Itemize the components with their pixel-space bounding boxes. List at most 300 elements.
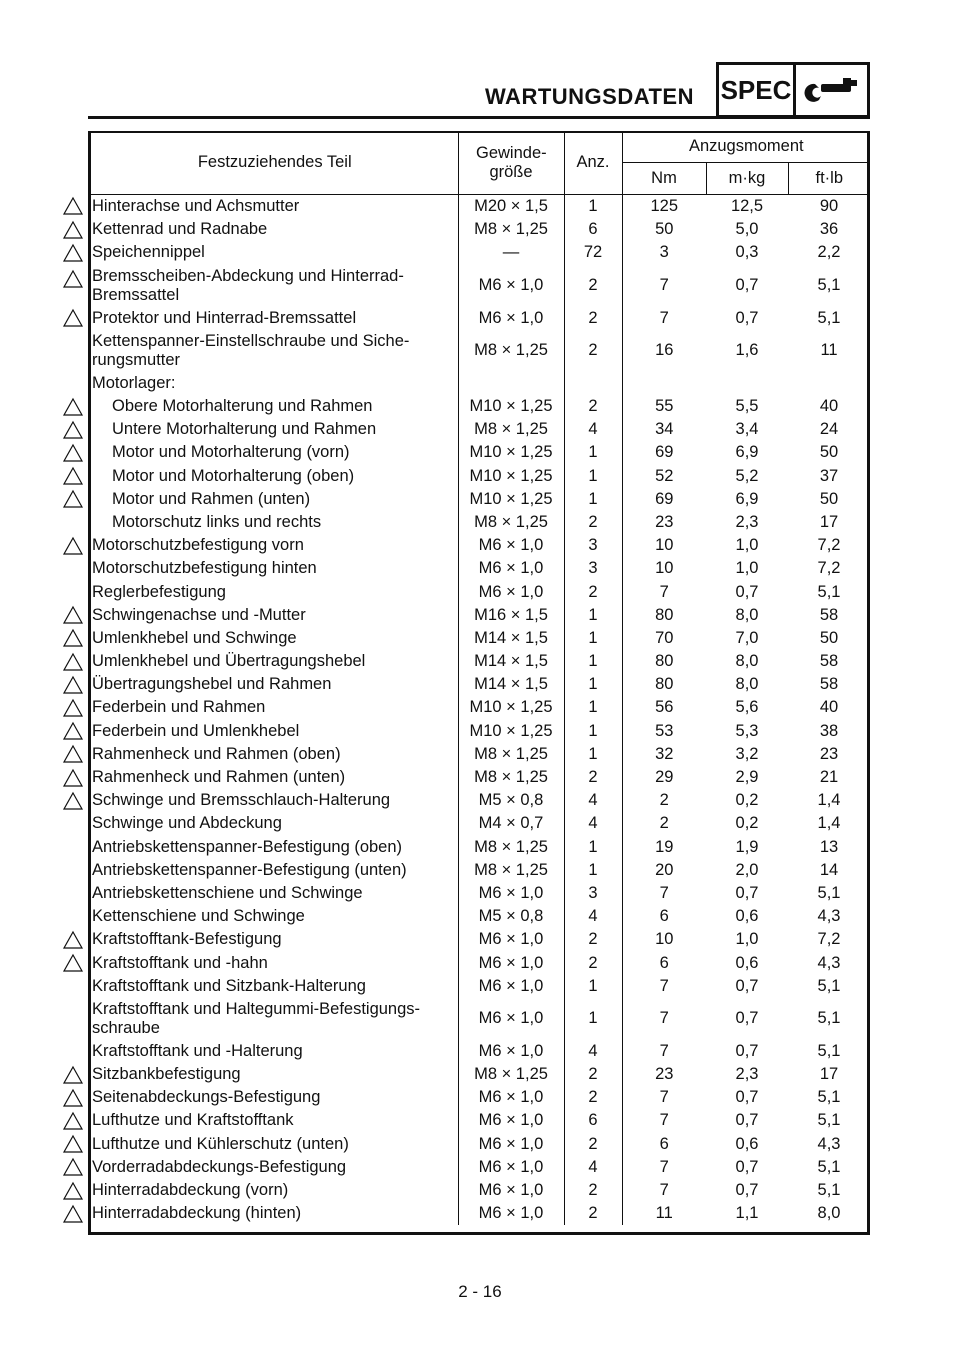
size-cell: M10 × 1,25 (458, 441, 564, 464)
qty-cell: 4 (564, 1156, 622, 1179)
mkg-cell: 0,7 (735, 883, 759, 902)
part-cell: Federbein und Umlenkhebel (88, 720, 458, 743)
triangle-mark-icon (62, 930, 84, 950)
size-cell: M6 × 1,0 (458, 1179, 564, 1202)
part-cell: Bremsscheiben-Abdeckung und Hinterrad-Bremssattel (88, 265, 458, 307)
qty-cell: 2 (564, 1063, 622, 1086)
mkg-cell (706, 372, 788, 395)
qty-cell: 2 (564, 511, 622, 534)
ftlb-cell: 58 (819, 675, 839, 694)
nm-cell: 6 (659, 907, 669, 926)
triangle-mark-icon (62, 443, 84, 463)
nm-cell: 80 (655, 605, 674, 624)
nm-cell: 11 (655, 1204, 673, 1223)
table-row (88, 395, 870, 418)
qty-cell: 4 (564, 789, 622, 812)
mkg-cell: 0,7 (735, 1088, 759, 1107)
triangle-mark-icon (62, 605, 84, 625)
mkg-cell: 8,0 (735, 652, 759, 671)
part-cell: Federbein und Rahmen (88, 696, 458, 719)
mkg-cell: 12,5 (730, 197, 764, 216)
nm-cell: 7 (659, 1088, 669, 1107)
col-qty-header: Anz. (564, 131, 622, 195)
size-cell: M6 × 1,0 (458, 534, 564, 557)
table-row (88, 1086, 870, 1109)
triangle-mark-icon (62, 652, 84, 672)
triangle-mark-icon (62, 269, 84, 289)
triangle-mark-icon (62, 721, 84, 741)
ftlb-cell: 4,3 (817, 907, 841, 926)
ftlb-cell: 4,3 (817, 1134, 841, 1153)
qty-cell: 3 (564, 534, 622, 557)
mkg-cell: 2,3 (735, 512, 759, 531)
qty-cell: 4 (564, 812, 622, 835)
ftlb-cell: 50 (819, 443, 839, 462)
size-cell: M8 × 1,25 (458, 418, 564, 441)
table-row (88, 265, 870, 307)
triangle-mark-icon (62, 953, 84, 973)
ftlb-cell: 7,2 (817, 536, 841, 555)
mkg-cell: 0,6 (735, 953, 759, 972)
triangle-mark-icon (62, 1204, 84, 1224)
mkg-cell: 0,7 (735, 276, 759, 295)
part-cell: Antriebskettenspanner-Befestigung (unten) (88, 859, 458, 882)
nm-cell: 52 (655, 466, 674, 485)
part-cell: Vorderradabdeckungs-Befestigung (88, 1156, 458, 1179)
size-cell: M8 × 1,25 (458, 511, 564, 534)
triangle-mark-icon (62, 768, 84, 788)
size-cell: M10 × 1,25 (458, 488, 564, 511)
qty-cell: 2 (564, 951, 622, 974)
nm-cell: 56 (655, 698, 674, 717)
qty-cell: 2 (564, 1086, 622, 1109)
triangle-mark-icon (62, 397, 84, 417)
table-row (88, 673, 870, 696)
ftlb-cell: 40 (819, 698, 839, 717)
nm-cell (622, 372, 706, 395)
triangle-mark-icon (62, 243, 84, 263)
ftlb-cell: 7,2 (817, 930, 841, 949)
nm-cell: 23 (655, 512, 674, 531)
ftlb-cell: 1,4 (817, 791, 841, 810)
ftlb-cell: 50 (819, 628, 839, 647)
ftlb-cell: 5,1 (817, 883, 841, 902)
mkg-cell: 5,6 (735, 698, 759, 717)
part-cell: Kraftstofftank und -hahn (88, 951, 458, 974)
qty-cell: 72 (564, 241, 622, 264)
qty-cell: 2 (564, 1133, 622, 1156)
triangle-mark-icon (62, 489, 84, 509)
qty-cell: 1 (564, 696, 622, 719)
part-cell: Seitenabdeckungs-Befestigung (88, 1086, 458, 1109)
mkg-cell: 7,0 (735, 628, 759, 647)
ftlb-cell: 90 (819, 197, 839, 216)
table-row (88, 218, 870, 241)
part-cell: Obere Motorhalterung und Rahmen (88, 395, 458, 418)
mkg-cell: 2,0 (735, 860, 759, 879)
triangle-mark-icon (62, 1065, 84, 1085)
ftlb-cell: 17 (819, 512, 839, 531)
table-row (88, 743, 870, 766)
qty-cell: 2 (564, 307, 622, 330)
col-size-header (458, 131, 564, 195)
table-row (88, 195, 870, 219)
triangle-mark-icon (62, 420, 84, 440)
part-cell: Motorlager: (88, 372, 458, 395)
size-cell: M6 × 1,0 (458, 307, 564, 330)
mkg-cell: 0,7 (735, 308, 759, 327)
mkg-cell: 3,4 (735, 420, 759, 439)
qty-cell: 1 (564, 998, 622, 1040)
mkg-cell: 1,0 (735, 536, 759, 555)
ftlb-cell: 23 (819, 744, 839, 763)
triangle-mark-icon (62, 1157, 84, 1177)
table-row (88, 441, 870, 464)
ftlb-cell: 36 (819, 220, 839, 239)
ftlb-cell: 58 (819, 652, 839, 671)
triangle-mark-icon (62, 308, 84, 328)
ftlb-cell: 4,3 (817, 953, 841, 972)
mkg-cell: 0,7 (735, 1111, 759, 1130)
nm-cell: 7 (659, 883, 669, 902)
size-cell: M6 × 1,0 (458, 1040, 564, 1063)
size-cell (458, 372, 564, 395)
table-row (88, 836, 870, 859)
part-cell: Lufthutze und Kühlerschutz (unten) (88, 1133, 458, 1156)
ftlb-cell: 21 (819, 768, 839, 787)
col-torque-header: Anzugsmoment (622, 131, 870, 163)
qty-cell: 6 (564, 1109, 622, 1132)
mkg-cell: 1,9 (735, 837, 759, 856)
part-cell: Schwinge und Abdeckung (88, 812, 458, 835)
mkg-cell: 1,0 (735, 559, 759, 578)
table-row (88, 859, 870, 882)
ftlb-cell: 5,1 (817, 308, 841, 327)
table-row (88, 465, 870, 488)
nm-cell: 125 (650, 197, 679, 216)
qty-cell: 1 (564, 673, 622, 696)
size-cell: M8 × 1,25 (458, 218, 564, 241)
size-cell: M10 × 1,25 (458, 720, 564, 743)
size-cell: M6 × 1,0 (458, 265, 564, 307)
triangle-mark-icon (62, 1088, 84, 1108)
qty-cell: 1 (564, 836, 622, 859)
size-cell: M6 × 1,0 (458, 951, 564, 974)
qty-cell: 1 (564, 441, 622, 464)
table-row (88, 604, 870, 627)
nm-cell: 69 (655, 443, 674, 462)
table-row (88, 418, 870, 441)
nm-cell: 7 (659, 1009, 669, 1028)
mkg-cell: 0,2 (735, 791, 759, 810)
qty-cell: 2 (564, 766, 622, 789)
qty-cell: 2 (564, 1202, 622, 1225)
page-number: 2 - 16 (458, 1282, 502, 1301)
nm-cell: 7 (659, 1111, 669, 1130)
ftlb-cell: 50 (819, 489, 839, 508)
table-row (88, 951, 870, 974)
triangle-mark-icon (62, 466, 84, 486)
mkg-cell: 8,0 (735, 675, 759, 694)
ftlb-cell: 40 (819, 397, 839, 416)
part-cell: Hinterradabdeckung (hinten) (88, 1202, 458, 1225)
table-row (88, 1109, 870, 1132)
size-cell: M8 × 1,25 (458, 859, 564, 882)
table-row (88, 372, 870, 395)
nm-cell: 7 (659, 276, 669, 295)
mkg-cell: 5,2 (735, 466, 759, 485)
nm-cell: 7 (659, 582, 669, 601)
triangle-mark-icon (62, 220, 84, 240)
size-cell: M5 × 0,8 (458, 905, 564, 928)
triangle-mark-icon (62, 1181, 84, 1201)
size-cell: M6 × 1,0 (458, 1133, 564, 1156)
spec-badge: SPEC (716, 62, 796, 118)
qty-cell: 1 (564, 975, 622, 998)
size-cell: M10 × 1,25 (458, 465, 564, 488)
table-row (88, 650, 870, 673)
nm-cell: 20 (655, 860, 674, 879)
size-cell: M6 × 1,0 (458, 1086, 564, 1109)
qty-cell: 2 (564, 265, 622, 307)
table-row (88, 1133, 870, 1156)
part-cell: Rahmenheck und Rahmen (oben) (88, 743, 458, 766)
part-cell: Kraftstofftank und -Halterung (88, 1040, 458, 1063)
table-row (88, 812, 870, 835)
nm-cell: 70 (655, 628, 674, 647)
ftlb-cell: 5,1 (817, 1009, 841, 1028)
size-cell: M6 × 1,0 (458, 882, 564, 905)
nm-cell: 10 (655, 536, 674, 555)
qty-cell: 2 (564, 580, 622, 603)
size-cell: M10 × 1,25 (458, 395, 564, 418)
nm-cell: 6 (659, 953, 669, 972)
nm-cell: 69 (655, 489, 674, 508)
size-cell: M6 × 1,0 (458, 1202, 564, 1225)
qty-cell: 3 (564, 882, 622, 905)
header-title: WARTUNGSDATEN (485, 84, 694, 109)
mkg-cell: 1,6 (735, 341, 759, 360)
size-cell: M8 × 1,25 (458, 1063, 564, 1086)
part-cell: Motor und Motorhalterung (oben) (88, 465, 458, 488)
nm-cell: 80 (655, 652, 674, 671)
nm-cell: 7 (659, 976, 669, 995)
triangle-mark-icon (62, 791, 84, 811)
ftlb-cell (788, 372, 870, 395)
nm-cell: 23 (655, 1065, 674, 1084)
mkg-cell: 0,7 (735, 1181, 759, 1200)
part-cell: Antriebskettenschiene und Schwinge (88, 882, 458, 905)
part-cell: Antriebskettenspanner-Befestigung (oben) (88, 836, 458, 859)
size-cell: M8 × 1,25 (458, 836, 564, 859)
size-cell: M8 × 1,25 (458, 743, 564, 766)
mkg-cell: 0,7 (735, 976, 759, 995)
table-row (88, 720, 870, 743)
nm-cell: 7 (659, 308, 669, 327)
part-cell: Übertragungshebel und Rahmen (88, 673, 458, 696)
size-cell: M10 × 1,25 (458, 696, 564, 719)
table-row (88, 696, 870, 719)
qty-cell: 1 (564, 604, 622, 627)
size-cell: M6 × 1,0 (458, 928, 564, 951)
qty-cell: 1 (564, 465, 622, 488)
part-cell: Motorschutzbefestigung vorn (88, 534, 458, 557)
nm-cell: 2 (659, 791, 669, 810)
table-row (88, 1202, 870, 1225)
size-cell: M14 × 1,5 (458, 673, 564, 696)
part-cell: Kettenrad und Radnabe (88, 218, 458, 241)
mkg-cell: 0,7 (735, 582, 759, 601)
part-cell: Motorschutz links und rechts (88, 511, 458, 534)
qty-cell: 1 (564, 859, 622, 882)
size-cell: M5 × 0,8 (458, 789, 564, 812)
qty-cell: 1 (564, 650, 622, 673)
nm-cell: 29 (655, 768, 674, 787)
table-row (88, 766, 870, 789)
mkg-cell: 0,2 (735, 814, 759, 833)
qty-cell (564, 372, 622, 395)
ftlb-cell: 5,1 (817, 1157, 841, 1176)
mkg-cell: 5,3 (735, 721, 759, 740)
torque-table (88, 131, 870, 1225)
table-row (88, 975, 870, 998)
mkg-cell: 5,0 (735, 220, 759, 239)
triangle-mark-icon (62, 1111, 84, 1131)
table-row (88, 330, 870, 372)
ftlb-cell: 24 (819, 420, 839, 439)
table-row (88, 580, 870, 603)
ftlb-cell: 8,0 (817, 1204, 841, 1223)
part-cell: Lufthutze und Kraftstofftank (88, 1109, 458, 1132)
part-cell: Rahmenheck und Rahmen (unten) (88, 766, 458, 789)
size-cell: M16 × 1,5 (458, 604, 564, 627)
mkg-cell: 0,7 (735, 1009, 759, 1028)
mkg-cell: 2,9 (735, 768, 759, 787)
ftlb-cell: 5,1 (817, 1041, 841, 1060)
col-nm-header: Nm (622, 163, 706, 195)
table-row (88, 511, 870, 534)
qty-cell: 3 (564, 557, 622, 580)
triangle-mark-icon (62, 628, 84, 648)
nm-cell: 53 (655, 721, 674, 740)
mkg-cell: 6,9 (735, 489, 759, 508)
wrench-icon (793, 62, 870, 118)
qty-cell: 1 (564, 627, 622, 650)
mkg-cell: 0,6 (735, 1134, 759, 1153)
part-cell: Motor und Rahmen (unten) (88, 488, 458, 511)
qty-cell: 2 (564, 395, 622, 418)
mkg-cell: 6,9 (735, 443, 759, 462)
size-cell: M6 × 1,0 (458, 975, 564, 998)
part-cell: Hinterradabdeckung (vorn) (88, 1179, 458, 1202)
nm-cell: 50 (655, 220, 674, 239)
triangle-mark-icon (62, 698, 84, 718)
triangle-mark-icon (62, 675, 84, 695)
table-row (88, 1063, 870, 1086)
part-cell: Kraftstofftank und Sitzbank-Halterung (88, 975, 458, 998)
nm-cell: 55 (655, 397, 674, 416)
ftlb-cell: 7,2 (817, 559, 841, 578)
size-cell: M6 × 1,0 (458, 580, 564, 603)
part-cell: Reglerbefestigung (88, 580, 458, 603)
mkg-cell: 0,7 (735, 1041, 759, 1060)
col-ftlb-header: ft·lb (788, 163, 870, 195)
triangle-mark-icon (62, 744, 84, 764)
nm-cell: 10 (655, 559, 674, 578)
table-row (88, 627, 870, 650)
ftlb-cell: 5,1 (817, 276, 841, 295)
table-row (88, 882, 870, 905)
mkg-cell: 3,2 (735, 744, 759, 763)
ftlb-cell: 38 (819, 721, 839, 740)
col-mkg-header: m·kg (706, 163, 788, 195)
part-cell: Kraftstofftank-Befestigung (88, 928, 458, 951)
nm-cell: 32 (655, 744, 674, 763)
ftlb-cell: 2,2 (817, 243, 841, 262)
nm-cell: 2 (659, 814, 669, 833)
ftlb-cell: 5,1 (817, 1111, 841, 1130)
ftlb-cell: 5,1 (817, 976, 841, 995)
part-cell: Umlenkhebel und Schwinge (88, 627, 458, 650)
table-row (88, 488, 870, 511)
ftlb-cell: 5,1 (817, 1181, 841, 1200)
qty-cell: 1 (564, 720, 622, 743)
part-cell: Speichennippel (88, 241, 458, 264)
header-rule (88, 116, 870, 119)
size-cell: M6 × 1,0 (458, 998, 564, 1040)
triangle-mark-icon (62, 196, 84, 216)
part-cell: Motorschutzbefestigung hinten (88, 557, 458, 580)
part-cell: Untere Motorhalterung und Rahmen (88, 418, 458, 441)
table-row (88, 905, 870, 928)
qty-cell: 1 (564, 195, 622, 219)
nm-cell: 80 (655, 675, 674, 694)
size-cell: M6 × 1,0 (458, 557, 564, 580)
qty-cell: 4 (564, 418, 622, 441)
part-cell: Kettenspanner-Einstellschraube und Siche-rungsmutter (88, 330, 458, 372)
size-cell: M6 × 1,0 (458, 1156, 564, 1179)
mkg-cell: 0,6 (735, 907, 759, 926)
size-cell: — (458, 241, 564, 264)
qty-cell: 2 (564, 1179, 622, 1202)
ftlb-cell: 1,4 (817, 814, 841, 833)
mkg-cell: 0,3 (735, 243, 759, 262)
size-cell: M20 × 1,5 (458, 195, 564, 219)
table-row (88, 1179, 870, 1202)
part-cell: Schwinge und Bremsschlauch-Halterung (88, 789, 458, 812)
table-row (88, 557, 870, 580)
qty-cell: 1 (564, 488, 622, 511)
nm-cell: 7 (659, 1041, 669, 1060)
nm-cell: 19 (655, 837, 674, 856)
ftlb-cell: 5,1 (817, 1088, 841, 1107)
table-row (88, 928, 870, 951)
mkg-cell: 5,5 (735, 397, 759, 416)
ftlb-cell: 5,1 (817, 582, 841, 601)
nm-cell: 16 (655, 341, 674, 360)
part-cell: Schwingenachse und -Mutter (88, 604, 458, 627)
mkg-cell: 0,7 (735, 1157, 759, 1176)
size-cell: M14 × 1,5 (458, 650, 564, 673)
part-cell: Umlenkhebel und Übertragungshebel (88, 650, 458, 673)
part-cell: Kraftstofftank und Haltegummi-Befestigungs-schraube (88, 998, 458, 1040)
ftlb-cell: 17 (819, 1065, 839, 1084)
part-cell: Kettenschiene und Schwinge (88, 905, 458, 928)
size-header-label: Gewinde-größe (476, 143, 547, 181)
triangle-mark-icon (62, 1134, 84, 1154)
nm-cell: 7 (659, 1157, 669, 1176)
nm-cell: 7 (659, 1181, 669, 1200)
